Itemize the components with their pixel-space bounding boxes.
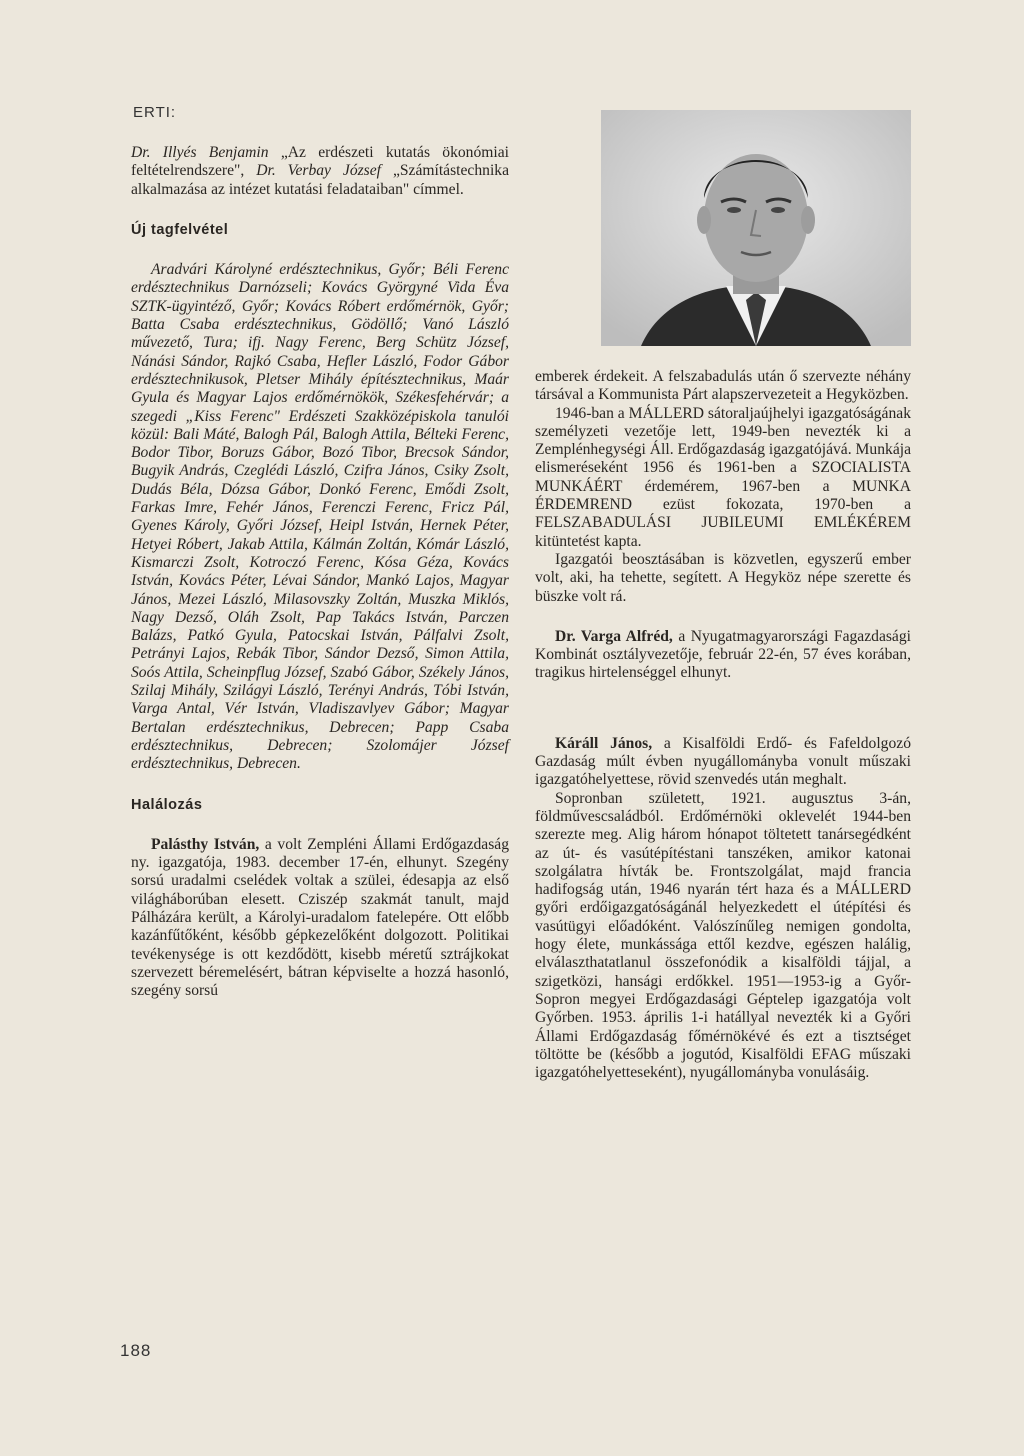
- author-name: Dr. Verbay József: [244, 162, 382, 180]
- obituary-palasthy-continued: emberek érdekeit. A felszabadulás után ő szervezte néhány társával a Kommunista Párt alapszervezeteit a Hegyközben.: [535, 368, 911, 404]
- obituary-karall: [535, 735, 911, 790]
- obituary-name: Káráll János,: [555, 734, 653, 752]
- author-name: Dr. Illyés Benjamin: [131, 144, 269, 161]
- lecture-title: „Számítástechnika alkalmazása az intézet kutatási feladataiban" címmel.: [131, 162, 509, 198]
- portrait-image-icon: [601, 110, 911, 346]
- intro-paragraph: [131, 144, 509, 199]
- obituary-text: a Kisalföldi Erdő- és Fafeldolgozó Gazdaság múlt évben nyugállományba vonult műszaki igazgatóhelyettese, rövid szenvedés után meghalt.: [535, 734, 911, 789]
- section-heading-deaths: Halálozás: [131, 796, 203, 813]
- obituary-name: Palásthy István,: [151, 835, 260, 853]
- left-column: [131, 144, 509, 1000]
- obituary-karall-career: Sopronban született, 1921. augusztus 3-án, földművescsaládból. Erdőmérnöki oklevelét 1944-ben szerezte meg. Alig három hónapot töltetett tanársegédként az út- és vasútépítéstani tanszéken, amikor katonai szolgálatra hívták be. Frontszolgálat, majd francia hadifogság után, 1946 nyarán tért haza és a MÁLLERD győri erdőigazgatóságánál helyezkedett el útépítési és vasútügyi előadóként. Valószínűleg nemigen gondolta, hogy élete, munkássága ettől kezdve, egészen halálig, elválaszthatatlanul összefonódik a kisalföldi tájjal, a szigetközi, hansági erdőkkel. 1951—1953-ig a Győr-Sopron megyei Erdőgazdasági Géptelep igazgatója volt Győrben. 1953. április 1-i hatállyal nevezték ki a Győri Állami Erdőgazdaság főmérnökévé és ezt a tisztséget töltötte be (később a jogutód, Kisalföldi EFAG műszaki igazgatóhelyetteseként), nyugállományba vonulásáig.: [535, 789, 911, 1082]
- obituary-palasthy-character: Igazgatói beosztásában is közvetlen, egyszerű ember volt, aki, ha tehette, segített. A Hegyköz népe szerette és büszke volt rá.: [535, 550, 911, 605]
- obituary-palasthy-career: 1946-ban a MÁLLERD sátoraljaújhelyi igazgatóságának személyzeti vezetője lett, 1949-ben nevezték ki a Zemplénhegységi Áll. Erdőgazdaság igazgatójává. Munkája elismeréseként 1956 és 1961-ben a SZOCIALISTA MUNKÁÉRT érdemérem, 1967-ben a MUNKA ÉRDEMREND ezüst fokozata, 1970-ben a FELSZABADULÁSI JUBILEUMI EMLÉKÉREM kitüntetést kapta.: [535, 404, 911, 550]
- obituary-text: a Nyugatmagyarországi Fagazdasági Kombinát osztályvezetője, február 22-én, 57 éves korában, tragikus hirtelenséggel elhunyt.: [535, 627, 911, 682]
- obituary-varga: [535, 628, 911, 683]
- obituary-text: a volt Zempléni Állami Erdőgazdaság ny. igazgatója, 1983. december 17-én, elhunyt. Szegény sorsú uradalmi cselédek voltak a szülei, édesapja az első világháborúban elesett. Cziszép szakmát tanult, majd Pálházára került, a Károlyi-uradalom fatelepére. Ott előbb kazánfűtőként, később gépkezelőként dolgozott. Politikai tevékenysége is ott kezdődött, kisebb méretű sztrájkokat szervezett béremelésért, bátran képviselte a hozzá hasonló, szegény sorsú: [131, 835, 509, 1000]
- obituary-name: Dr. Varga Alfréd,: [555, 627, 673, 645]
- lecture-title: „Az erdészeti kutatás ökonómiai feltételrendszere",: [131, 144, 509, 180]
- right-column: [535, 368, 911, 1082]
- portrait-photo: [601, 110, 911, 346]
- obituary-palasthy: [131, 836, 509, 1001]
- page-number: 188: [120, 1341, 152, 1360]
- running-header: ERTI:: [133, 104, 177, 121]
- section-heading-new-members: Új tagfelvétel: [131, 221, 229, 238]
- new-members-list: Aradvári Károlyné erdésztechnikus, Győr; Béli Ferenc erdésztechnikus Darnózseli; Kovács Györgyné Vida Éva SZTK-ügyintéző, Győr; Kovács Róbert erdőmérnök, Győr; Batta Csaba erdésztechnikus, Gödöllő; Vanó László művezető, Tura; ifj. Nagy Ferenc, Berg Schütz József, Nánási Sándor, Rajkó Csaba, Hefler László, Fodor Gábor erdésztechnikusok, Pletser Mihály építésztechnikus, Maár Gyula és Magyar Lajos erdőmérnökök, Székesfehérvár; a szegedi „Kiss Ferenc" Erdészeti Szakközépiskola tanulói közül: Bali Máté, Balogh Pál, Balogh Attila, Bélteki Ferenc, Bodor Tibor, Boruzs Gábor, Bozó Tibor, Brecsok Sándor, Bugyik András, Czeglédi László, Czifra János, Csiky Zsolt, Dudás Béla, Dózsa Gábor, Donkó Ferenc, Emődi Zsolt, Farkas Imre, Fehér János, Ferenczi Ferenc, Fricz Pál, Gyenes Károly, Győri József, Heipl István, Hernek Péter, Hetyei Róbert, Jakab Attila, Kálmán Zoltán, Kómár László, Kismarczi Zsolt, Kotroczó Ferenc, Kósa Géza, Kovács István, Kovács Péter, Lévai Sándor, Mankó Lajos, Magyar János, Mezei László, Milasovszky Zoltán, Muszka Miklós, Nagy Dezső, Oláh Zsolt, Pap Takács István, Parczen Balázs, Patkó Gyula, Patocskai István, Pálfalvi Zsolt, Petrányi Lajos, Rebák Tibor, Sándor Dezső, Simon Attila, Soós Attila, Scheinpflug József, Szabó Gábor, Székely János, Szilaj Mihály, Szilágyi László, Terényi András, Tóbi István, Varga Antal, Vér István, Vladiszavlyev Gábor; Magyar Bertalan erdésztechnikus, Debrecen; Papp Csaba erdésztechnikus, Debrecen; Szolomájer József erdésztechnikus, Debrecen.: [131, 261, 509, 773]
